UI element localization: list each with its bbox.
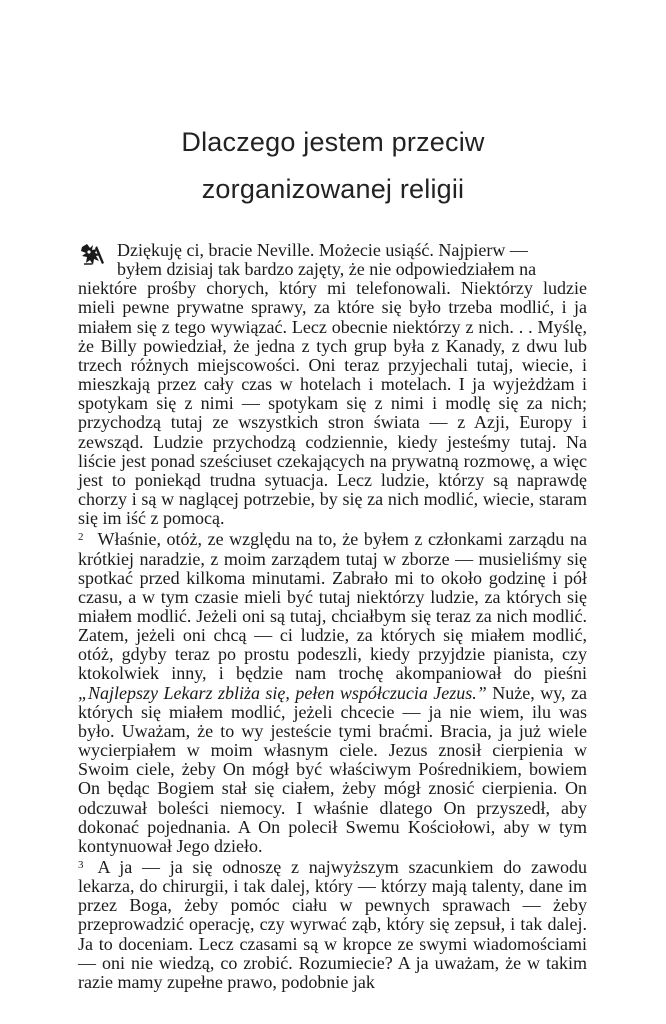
page-title-line-1: Dlaczego jestem przeciw — [181, 127, 485, 157]
paragraph-number: 2 — [78, 531, 84, 544]
paragraph-2-text-b: Nuże, wy, za których się miałem modlić, jeżeli chcecie — ja nie wiem, ilu was było. Uważam, że to wy jesteście tymi braćmi. Bracia, ja już wiele wycierpiałem w moim własnym ciele. Jezus znosił cierpienia w Swoim ciele, żeby On mógł być właściwym Pośrednikiem, bowiem On będąc Bogiem stał się ciałem, żeby mógł znosić cierpienia. On odczuwał boleści niemocy. I właśnie dlatego On przyszedł, aby dokonać pojednania. A On polecił Swemu Kościołowi, aby w tym kontynuował Jego dzieło. — [78, 682, 587, 856]
hymn-title: „Najlepszy Lekarz zbliża się, pełen współczucia Jezus.” — [78, 682, 487, 703]
paragraph-3 — [78, 856, 587, 992]
paragraph-1 — [78, 241, 587, 528]
paragraph-1-first-line: Dziękuję ci, bracie Neville. Możecie usiąść. Najpierw — — [117, 240, 528, 260]
page-title-line-2: zorganizowanej religii — [201, 174, 465, 204]
body-text — [78, 241, 587, 992]
paragraph-3-text: A ja — ja się odnoszę z najwyższym szacunkiem do zawodu lekarza, do chirurgii, i tak dalej, który — którzy mają talenty, dane im przez Boga, żeby pomóc ciału w pewnych sprawach — żeby przeprowadzić operację, czy wyrwać ząb, który się zepsuł, i tak dalej. Ja to doceniam. Lecz czasami są w kropce ze swymi wiadomościami — oni nie wiedzą, co zrobić. Rozumiecie? A ja uważam, że w takim razie mamy zupełne prawo, podobnie jak — [78, 857, 587, 992]
paragraph-2-text-a: Właśnie, otóż, ze względu na to, że byłem z członkami zarządu na krótkiej naradzie, z moim zarządem tutaj w zborze — musieliśmy się spotkać przed kilkoma minutami. Zabrało mi to około godzinę i pół czasu, a w tym czasie mieli być tutaj niektórzy ludzie, za których się miałem modlić. Jeżeli oni są tutaj, chciałbym się teraz za nich modlić. Zatem, jeżeli oni chcą — ci ludzie, za których się miałem modlić, otóż, gdyby teraz po prostu podeszli, kiedy przyjdzie pianista, czy ktokolwiek inny, i będzie nam trochę akompaniował do pieśni — [78, 529, 587, 684]
paragraph-2 — [78, 528, 587, 856]
paragraph-1-text: niektóre prośby chorych, który mi telefonowali. Niektórzy ludzie mieli pewne prywatne sprawy, za które się było trzeba modlić, i ja miałem się z tego wywiązać. Lecz obecnie niektórzy z nich. . . Myślę, że Billy powiedział, że jedna z tych grup była z Kanady, z dwu lub trzech różnych miejscowości. Oni teraz przyjechali tutaj, wiecie, i mieszkają przez cały czas w hotelach i motelach. I ja wyjeżdżam i spotykam się z nimi — spotykam się z nimi i modlę się za nich; przychodzą tutaj ze wszystkich stron świata — z Azji, Europy i zewsząd. Ludzie przychodzą codziennie, kiedy jesteśmy tutaj. Na liście jest ponad sześciuset czekających na prywatną rozmowę, a więc jest to poniekąd trudna sytuacja. Lecz ludzie, którzy są naprawdę chorzy i są w naglącej potrzebie, by się za nich modlić, wiecie, staram się im iść z pomocą. — [78, 278, 587, 529]
paragraph-1-second-line: byłem dzisiaj tak bardzo zajęty, że nie odpowiedziałem na — [117, 259, 537, 280]
paragraph-number: 3 — [78, 859, 84, 871]
